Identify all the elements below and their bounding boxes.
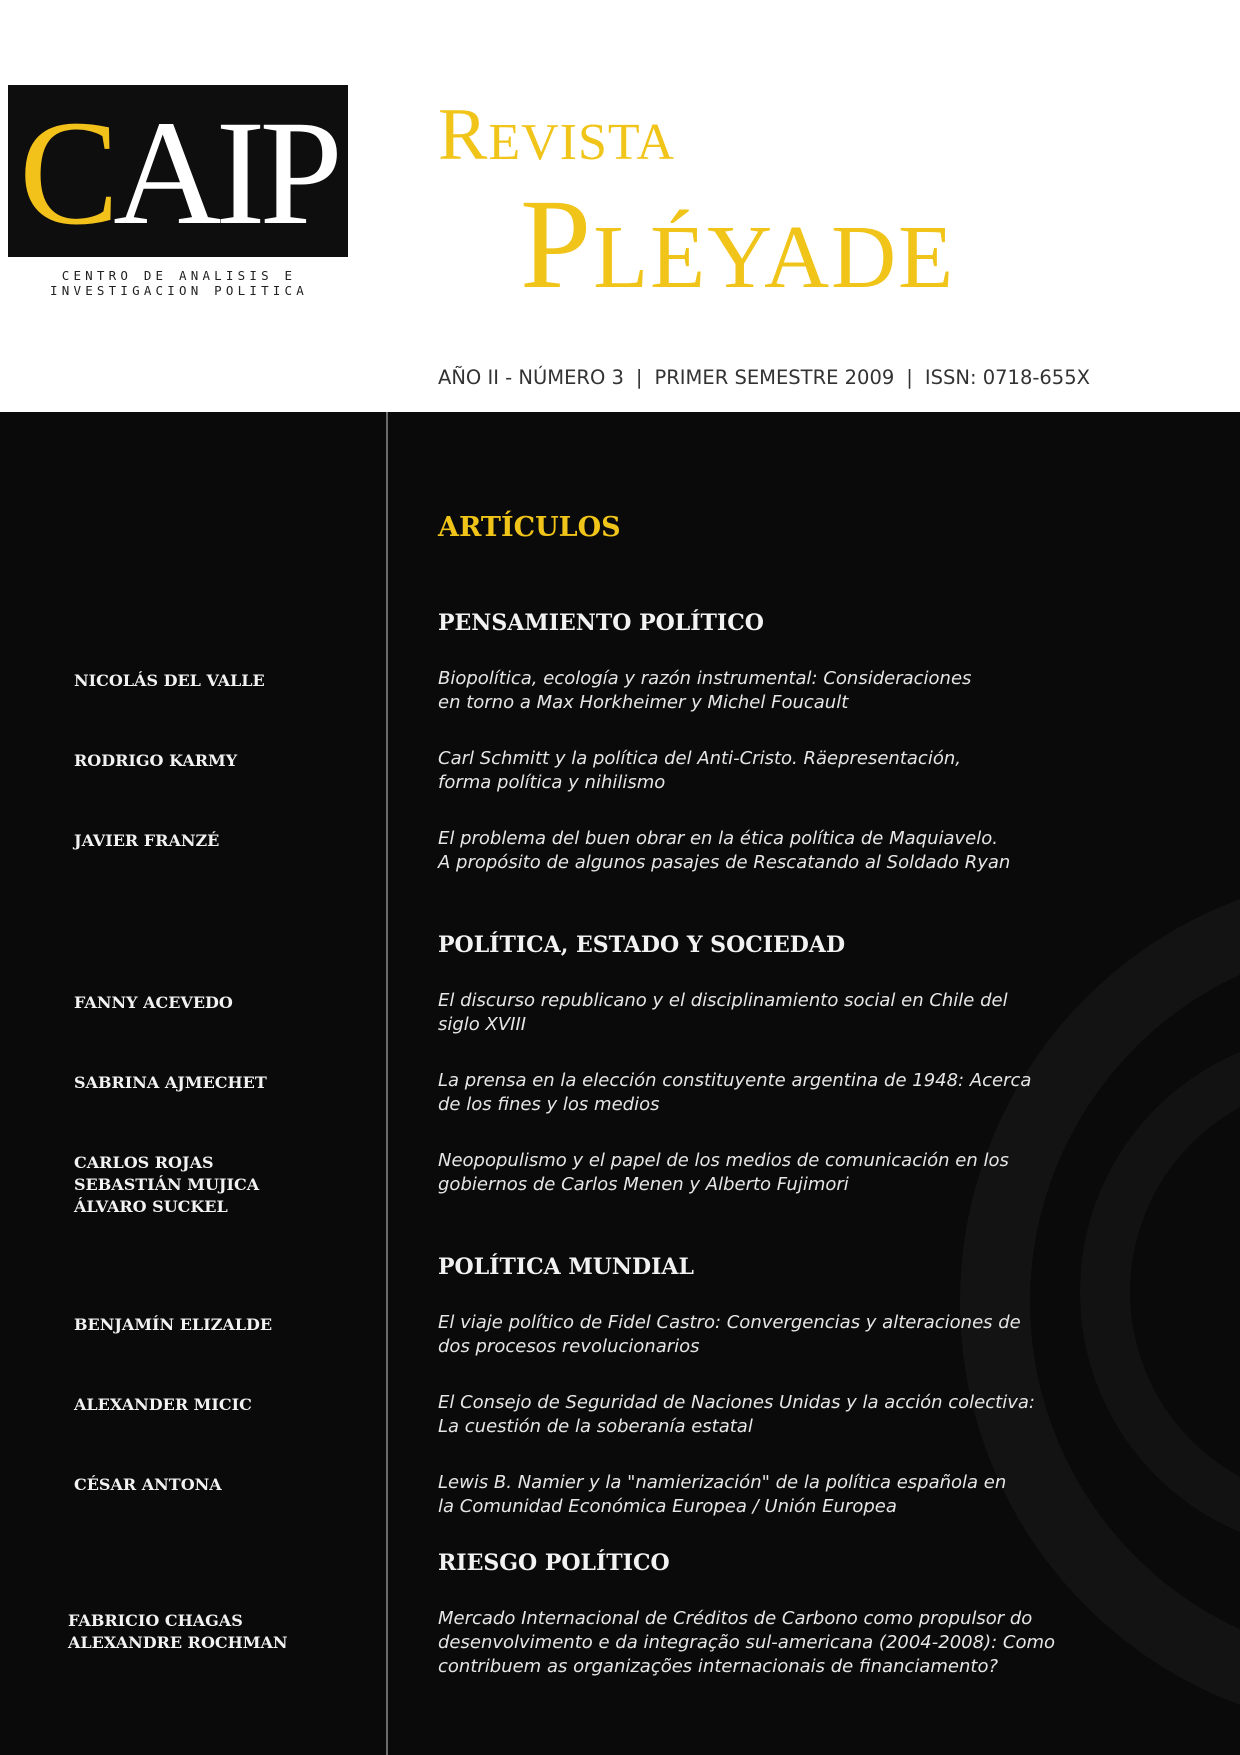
article-title-line: siglo XVIII — [438, 1014, 527, 1035]
article-title-line: El discurso republicano y el disciplinamiento social en Chile del — [438, 990, 1008, 1011]
issue-number: AÑO II - NÚMERO 3 — [438, 366, 624, 389]
article-author: JAVIER FRANZÉ — [74, 831, 220, 850]
logo-letter-c: C — [19, 90, 114, 256]
article-title-line: Neopopulismo y el papel de los medios de comunicación en los — [438, 1150, 1009, 1171]
logo-text — [8, 90, 348, 256]
article-title-line: El Consejo de Seguridad de Naciones Unidas y la acción colectiva: — [438, 1392, 1035, 1413]
article-title — [438, 667, 1168, 715]
article-author: BENJAMÍN ELIZALDE — [74, 1315, 273, 1334]
header — [0, 0, 1240, 412]
article-title-line: Biopolítica, ecología y razón instrumental: Consideraciones — [438, 668, 972, 689]
article-author: FABRICIO CHAGAS — [68, 1611, 243, 1630]
article-author: ÁLVARO SUCKEL — [74, 1197, 228, 1216]
article-title — [438, 1311, 1168, 1359]
article-author: RODRIGO KARMY — [74, 751, 238, 770]
article-author: ALEXANDER MICIC — [74, 1395, 252, 1414]
table-of-contents — [0, 412, 1240, 1755]
article-title — [438, 1391, 1168, 1439]
column-divider — [386, 412, 388, 1755]
article-title — [438, 1607, 1168, 1679]
article-author: NICOLÁS DEL VALLE — [74, 671, 265, 690]
journal-title-pleyade: Pléyade — [520, 173, 956, 315]
article-author: CARLOS ROJAS — [74, 1153, 214, 1172]
section-title: PENSAMIENTO POLÍTICO — [438, 610, 764, 636]
article-title-line: El viaje político de Fidel Castro: Convergencias y alteraciones de — [438, 1312, 1021, 1333]
article-title-line: La prensa en la elección constituyente argentina de 1948: Acerca — [438, 1070, 1032, 1091]
logo-subtitle-line-1: CENTRO DE ANALISIS E — [61, 268, 297, 283]
journal-title-revista: Revista — [438, 94, 676, 176]
article-title — [438, 747, 1168, 795]
article-title — [438, 989, 1168, 1037]
logo-subtitle-line-2: INVESTIGACION POLITICA — [50, 283, 308, 298]
article-author: ALEXANDRE ROCHMAN — [68, 1633, 288, 1652]
logo-letters-aip: AIP — [113, 90, 337, 256]
article-title-line: dos procesos revolucionarios — [438, 1336, 700, 1357]
caip-logo — [8, 85, 348, 257]
article-title-line: forma política y nihilismo — [438, 772, 666, 793]
issue-separator: | — [906, 366, 913, 389]
article-title — [438, 827, 1168, 875]
article-author: SEBASTIÁN MUJICA — [74, 1175, 260, 1194]
article-title-line: desenvolvimento e da integração sul-americana (2004-2008): Como — [438, 1632, 1056, 1653]
article-title-line: Lewis B. Namier y la "namierización" de la política española en — [438, 1472, 1007, 1493]
articles-heading: ARTÍCULOS — [438, 512, 621, 543]
article-title — [438, 1471, 1168, 1519]
issue-info — [438, 366, 1090, 389]
article-title — [438, 1149, 1168, 1197]
article-title-line: gobiernos de Carlos Menen y Alberto Fujimori — [438, 1174, 849, 1195]
article-authors — [68, 1610, 288, 1654]
article-title-line: Carl Schmitt y la política del Anti-Cristo. Räepresentación, — [438, 748, 961, 769]
article-title-line: la Comunidad Económica Europea / Unión Europea — [438, 1496, 897, 1517]
article-title-line: A propósito de algunos pasajes de Rescatando al Soldado Ryan — [438, 852, 1011, 873]
article-author: SABRINA AJMECHET — [74, 1073, 267, 1092]
section-title: RIESGO POLÍTICO — [438, 1550, 670, 1576]
logo-subtitle — [6, 268, 352, 298]
issue-semester: PRIMER SEMESTRE 2009 — [654, 366, 895, 389]
issue-issn: ISSN: 0718-655X — [924, 366, 1090, 389]
article-title-line: de los fines y los medios — [438, 1094, 660, 1115]
article-author: FANNY ACEVEDO — [74, 993, 233, 1012]
issue-separator: | — [635, 366, 643, 389]
article-title-line: La cuestión de la soberanía estatal — [438, 1416, 753, 1437]
article-title-line: en torno a Max Horkheimer y Michel Foucault — [438, 692, 849, 713]
section-title: POLÍTICA, ESTADO Y SOCIEDAD — [438, 932, 846, 958]
article-authors — [74, 1152, 259, 1218]
article-title-line: Mercado Internacional de Créditos de Carbono como propulsor do — [438, 1608, 1033, 1629]
article-title-line: contribuem as organizações internacionais de financiamento? — [438, 1656, 999, 1677]
section-title: POLÍTICA MUNDIAL — [438, 1254, 694, 1280]
article-title-line: El problema del buen obrar en la ética política de Maquiavelo. — [438, 828, 998, 849]
article-title — [438, 1069, 1168, 1117]
article-author: CÉSAR ANTONA — [74, 1475, 222, 1494]
